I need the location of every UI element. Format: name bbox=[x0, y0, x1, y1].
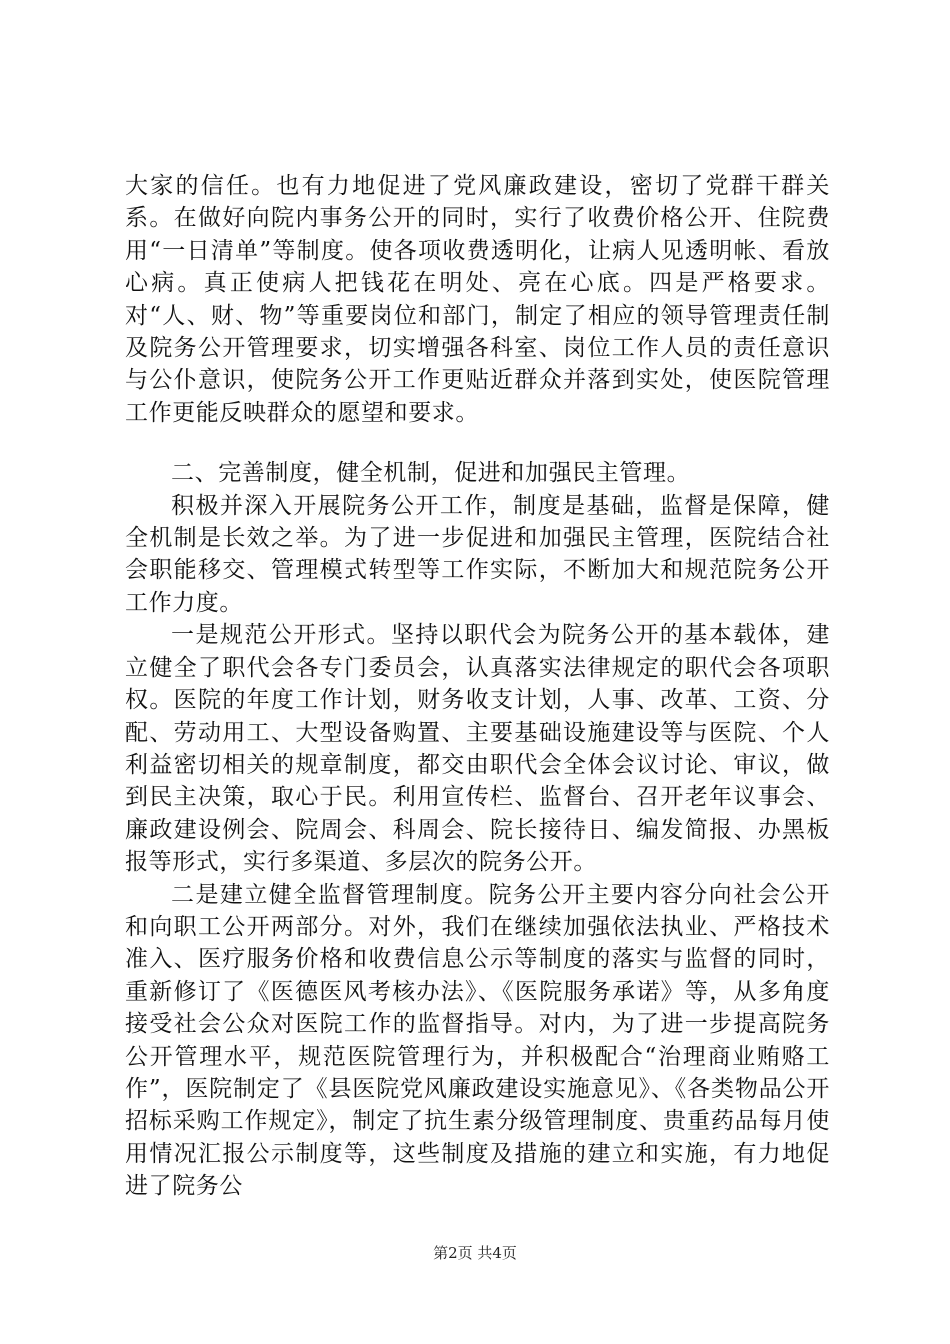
paragraph: 二是建立健全监督管理制度。院务公开主要内容分向社会公开和向职工公开两部分。对外，我们在继续加强依法执业、严格技术准入、医疗服务价格和收费信息公示等制度的落实与监督的同时，重新修订了《医德医风考核办法》、《医院服务承诺》等，从多角度接受社会公众对医院工作的监督指导。对内，为了进一步提高院务公开管理水平，规范医院管理行为，并积极配合“治理商业贿赂工作”，医院制定了《县医院党风廉政建设实施意见》、《各类物品公开招标采购工作规定》，制定了抗生素分级管理制度、贵重药品每月使用情况汇报公示制度等，这些制度及措施的建立和实施，有力地促进了院务公 bbox=[125, 881, 830, 1200]
paragraph-continuation: 大家的信任。也有力地促进了党风廉政建设，密切了党群干群关系。在做好向院内事务公开的同时，实行了收费价格公开、住院费用“一日清单”等制度。使各项收费透明化，让病人见透明帐、看放心病。真正使病人把钱花在明处、亮在心底。四是严格要求。对“人、财、物”等重要岗位和部门，制定了相应的领导管理责任制及院务公开管理要求，切实增强各科室、岗位工作人员的责任意识与公仆意识，使院务公开工作更贴近群众并落到实处，使医院管理工作更能反映群众的愿望和要求。 bbox=[125, 173, 830, 426]
paragraph: 积极并深入开展院务公开工作，制度是基础，监督是保障，健全机制是长效之举。为了进一步促进和加强民主管理，医院结合社会职能移交、管理模式转型等工作实际，不断加大和规范院务公开工作力度。 bbox=[125, 492, 830, 616]
page-footer: 第2页 共4页 bbox=[433, 1244, 517, 1262]
paragraph: 一是规范公开形式。坚持以职代会为院务公开的基本载体，建立健全了职代会各专门委员会，认真落实法律规定的职代会各项职权。医院的年度工作计划，财务收支计划，人事、改革、工资、分配、劳动用工、大型设备购置、主要基础设施建设等与医院、个人利益密切相关的规章制度，都交由职代会全体会议讨论、审议，做到民主决策，取心于民。利用宣传栏、监督台、召开老年议事会、廉政建设例会、院周会、科周会、院长接待日、编发简报、办黑板报等形式，实行多渠道、多层次的院务公开。 bbox=[125, 622, 830, 876]
section-heading: 二、完善制度，健全机制，促进和加强民主管理。 bbox=[171, 460, 691, 487]
document-body bbox=[125, 170, 830, 1203]
